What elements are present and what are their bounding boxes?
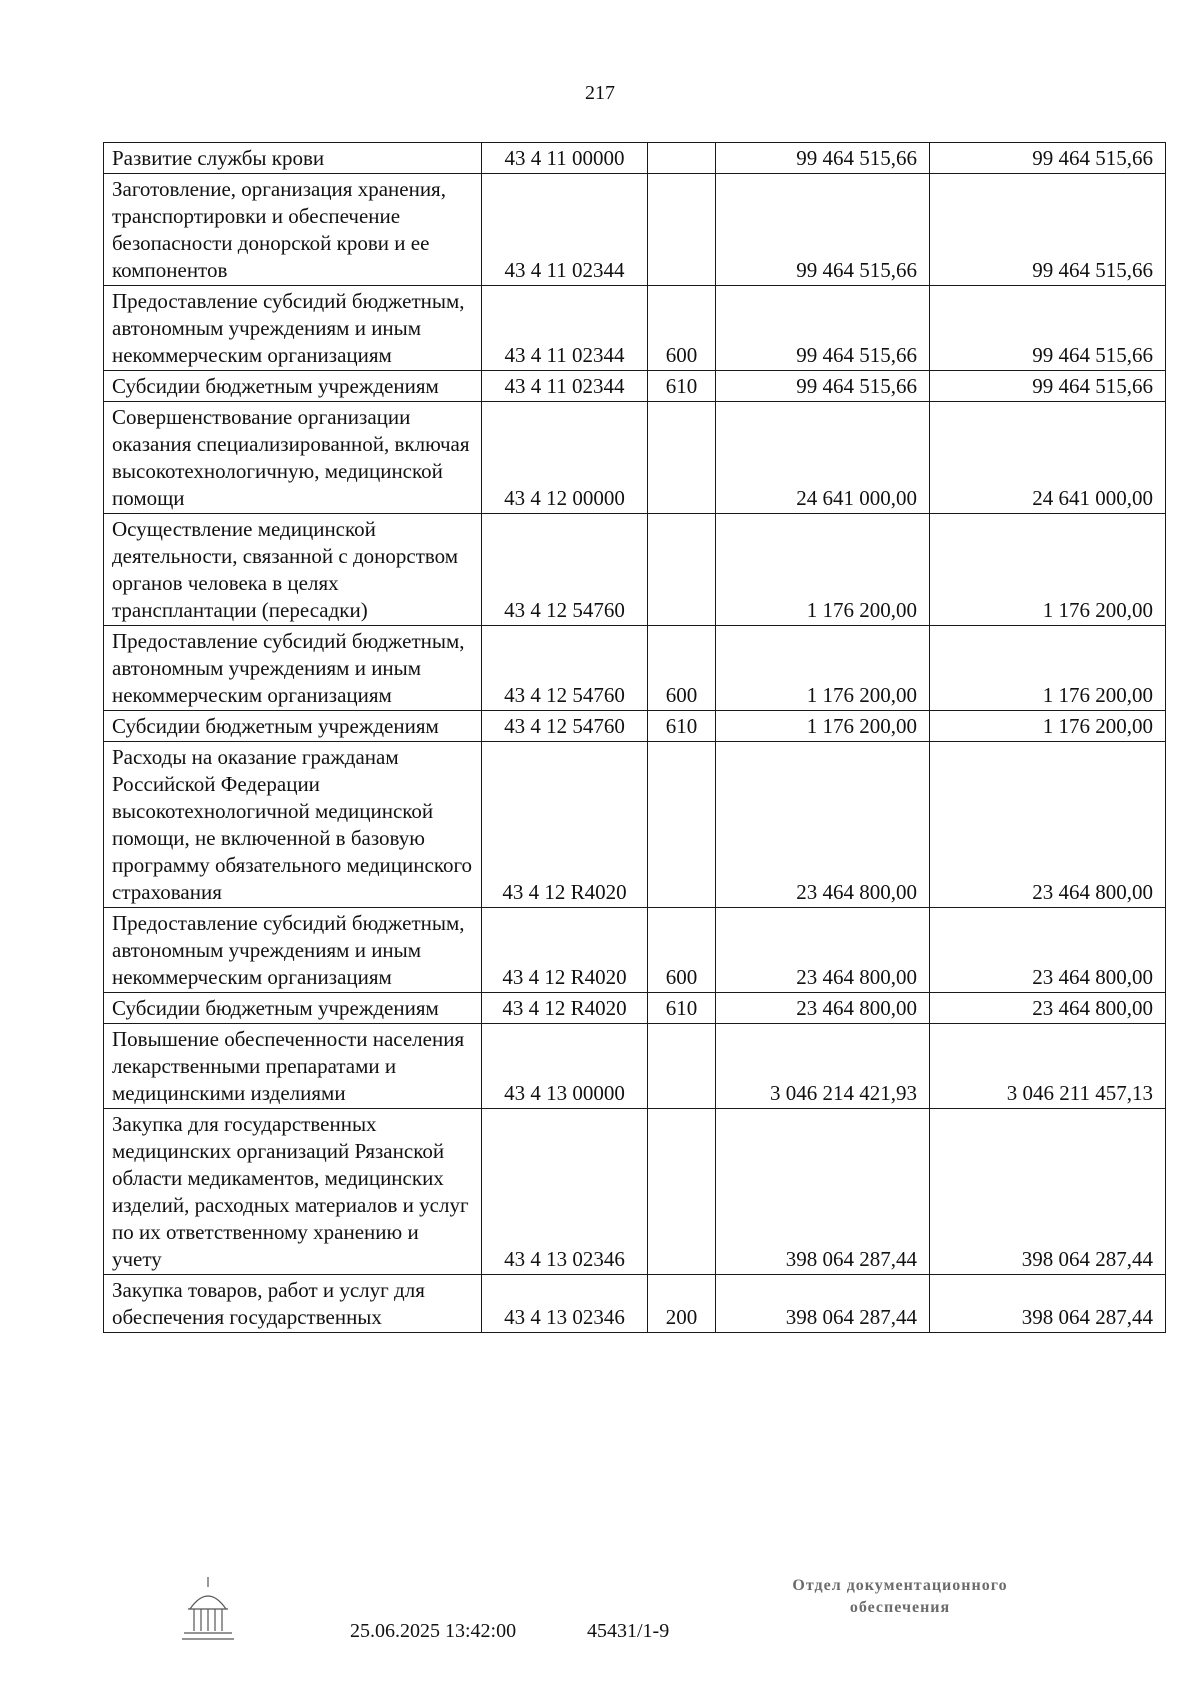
row-amount-2025-alt-cell: 398 064 287,44 — [930, 1275, 1166, 1333]
row-name-cell: Предоставление субсидий бюджетным, автономным учреждениям и иным некоммерческим организациям — [104, 286, 482, 371]
row-target-article-cell: 43 4 11 02344 — [482, 286, 648, 371]
row-amount-2025-cell: 23 464 800,00 — [716, 908, 930, 993]
row-expense-type-cell: 600 — [648, 908, 716, 993]
footer-datetime: 25.06.2025 13:42:00 — [350, 1620, 517, 1642]
row-amount-2025-cell: 1 176 200,00 — [716, 514, 930, 626]
row-target-article-cell: 43 4 11 02344 — [482, 174, 648, 286]
table-row — [104, 286, 1166, 371]
row-name-cell: Закупка для государственных медицинских организаций Рязанской области медикаментов, медицинских изделий, расходных материалов и услуг по их ответственному хранению и учету — [104, 1109, 482, 1275]
row-target-article-cell: 43 4 11 00000 — [482, 143, 648, 174]
row-amount-2025-alt-cell: 99 464 515,66 — [930, 174, 1166, 286]
row-target-article-cell: 43 4 12 54760 — [482, 626, 648, 711]
row-amount-2025-cell: 99 464 515,66 — [716, 143, 930, 174]
row-amount-2025-cell: 99 464 515,66 — [716, 174, 930, 286]
row-name-cell: Заготовление, организация хранения, транспортировки и обеспечение безопасности донорской крови и ее компонентов — [104, 174, 482, 286]
budget-table — [103, 142, 1166, 1333]
row-amount-2025-cell: 3 046 214 421,93 — [716, 1024, 930, 1109]
stamp-line-2: обеспечения — [849, 1599, 951, 1616]
row-name-cell: Предоставление субсидий бюджетным, автономным учреждениям и иным некоммерческим организациям — [104, 908, 482, 993]
row-target-article-cell: 43 4 13 02346 — [482, 1109, 648, 1275]
table-row — [104, 371, 1166, 402]
row-amount-2025-cell: 1 176 200,00 — [716, 626, 930, 711]
row-amount-2025-alt-cell: 3 046 211 457,13 — [930, 1024, 1166, 1109]
row-amount-2025-cell: 398 064 287,44 — [716, 1275, 930, 1333]
row-name-cell: Совершенствование организации оказания специализированной, включая высокотехнологичную, медицинской помощи — [104, 402, 482, 514]
footer-doc-number: 45431/1-9 — [587, 1620, 670, 1642]
row-target-article-cell: 43 4 12 54760 — [482, 514, 648, 626]
table-row — [104, 908, 1166, 993]
row-name-cell: Субсидии бюджетным учреждениям — [104, 371, 482, 402]
row-name-cell: Субсидии бюджетным учреждениям — [104, 993, 482, 1024]
row-target-article-cell: 43 4 12 R4020 — [482, 908, 648, 993]
row-expense-type-cell — [648, 1024, 716, 1109]
row-target-article-cell: 43 4 13 02346 — [482, 1275, 648, 1333]
row-amount-2025-alt-cell: 1 176 200,00 — [930, 626, 1166, 711]
table-row — [104, 626, 1166, 711]
table-row — [104, 514, 1166, 626]
row-name-cell: Субсидии бюджетным учреждениям — [104, 711, 482, 742]
table-row — [104, 143, 1166, 174]
row-amount-2025-alt-cell: 99 464 515,66 — [930, 286, 1166, 371]
table-row — [104, 402, 1166, 514]
row-expense-type-cell: 600 — [648, 286, 716, 371]
table-row — [104, 1275, 1166, 1333]
row-amount-2025-alt-cell: 23 464 800,00 — [930, 993, 1166, 1024]
row-name-cell: Развитие службы крови — [104, 143, 482, 174]
row-expense-type-cell — [648, 174, 716, 286]
row-expense-type-cell — [648, 742, 716, 908]
table-row — [104, 993, 1166, 1024]
row-amount-2025-cell: 1 176 200,00 — [716, 711, 930, 742]
table-row — [104, 711, 1166, 742]
row-amount-2025-alt-cell: 24 641 000,00 — [930, 402, 1166, 514]
row-expense-type-cell: 610 — [648, 993, 716, 1024]
row-expense-type-cell — [648, 143, 716, 174]
row-target-article-cell: 43 4 12 R4020 — [482, 993, 648, 1024]
row-expense-type-cell — [648, 1109, 716, 1275]
row-name-cell: Расходы на оказание гражданам Российской Федерации высокотехнологичной медицинской помощи, не включенной в базовую программу обязательного медицинского страхования — [104, 742, 482, 908]
page-number: 217 — [585, 82, 615, 104]
row-amount-2025-alt-cell: 23 464 800,00 — [930, 742, 1166, 908]
row-amount-2025-alt-cell: 1 176 200,00 — [930, 711, 1166, 742]
row-expense-type-cell: 610 — [648, 371, 716, 402]
row-target-article-cell: 43 4 11 02344 — [482, 371, 648, 402]
table-row — [104, 742, 1166, 908]
row-expense-type-cell — [648, 514, 716, 626]
row-amount-2025-alt-cell: 99 464 515,66 — [930, 143, 1166, 174]
table-row — [104, 174, 1166, 286]
row-amount-2025-cell: 23 464 800,00 — [716, 742, 930, 908]
row-target-article-cell: 43 4 12 54760 — [482, 711, 648, 742]
row-name-cell: Закупка товаров, работ и услуг для обеспечения государственных — [104, 1275, 482, 1333]
row-target-article-cell: 43 4 12 R4020 — [482, 742, 648, 908]
row-name-cell: Предоставление субсидий бюджетным, автономным учреждениям и иным некоммерческим организациям — [104, 626, 482, 711]
table-body — [104, 143, 1166, 1333]
row-target-article-cell: 43 4 13 00000 — [482, 1024, 648, 1109]
row-name-cell: Повышение обеспеченности населения лекарственными препаратами и медицинскими изделиями — [104, 1024, 482, 1109]
row-expense-type-cell: 200 — [648, 1275, 716, 1333]
stamp-line-1: Отдел документационного — [792, 1577, 1008, 1594]
row-amount-2025-cell: 398 064 287,44 — [716, 1109, 930, 1275]
row-amount-2025-alt-cell: 23 464 800,00 — [930, 908, 1166, 993]
row-amount-2025-cell: 99 464 515,66 — [716, 286, 930, 371]
row-expense-type-cell: 610 — [648, 711, 716, 742]
row-amount-2025-alt-cell: 1 176 200,00 — [930, 514, 1166, 626]
table-row — [104, 1024, 1166, 1109]
table-row — [104, 1109, 1166, 1275]
row-amount-2025-cell: 24 641 000,00 — [716, 402, 930, 514]
department-stamp — [740, 1575, 1060, 1619]
row-amount-2025-alt-cell: 398 064 287,44 — [930, 1109, 1166, 1275]
row-amount-2025-cell: 23 464 800,00 — [716, 993, 930, 1024]
row-name-cell: Осуществление медицинской деятельности, связанной с донорством органов человека в целях трансплантации (пересадки) — [104, 514, 482, 626]
emblem-seal-icon — [178, 1575, 238, 1645]
row-amount-2025-cell: 99 464 515,66 — [716, 371, 930, 402]
row-expense-type-cell: 600 — [648, 626, 716, 711]
row-amount-2025-alt-cell: 99 464 515,66 — [930, 371, 1166, 402]
row-target-article-cell: 43 4 12 00000 — [482, 402, 648, 514]
row-expense-type-cell — [648, 402, 716, 514]
